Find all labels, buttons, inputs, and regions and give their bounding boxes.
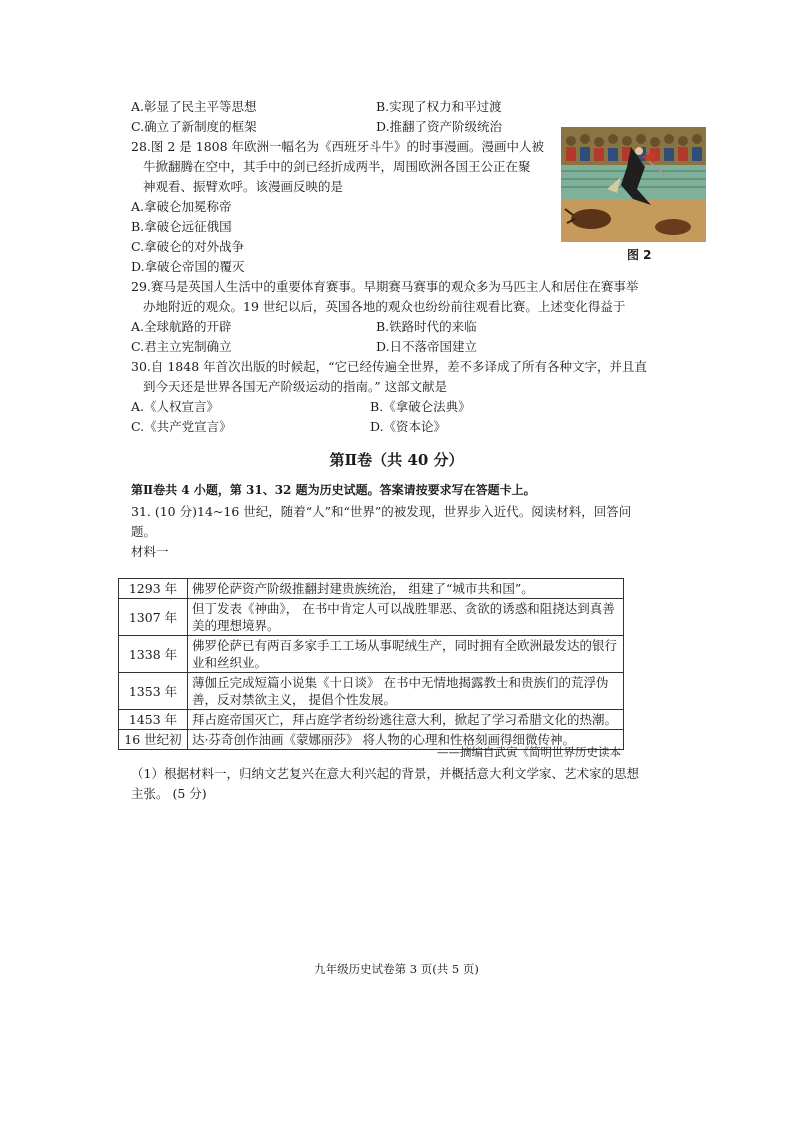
q30-option-c: C.《共产党宣言》 (131, 419, 232, 434)
q28-option-d: D.拿破仑帝国的覆灭 (131, 259, 245, 274)
q27-option-d: D.推翻了资产阶级统治 (376, 119, 503, 134)
table-row (119, 599, 624, 636)
table-year: 1307 年 (119, 599, 188, 636)
q30-stem-line1: 30.自 1848 年首次出版的时候起，“它已经传遍全世界，差不多译成了所有各种文字，并且直 (131, 359, 648, 374)
table-row (119, 710, 624, 730)
q30-option-b: B.《拿破仑法典》 (370, 399, 471, 414)
table-year: 1353 年 (119, 673, 188, 710)
table-year: 1293 年 (119, 579, 188, 599)
q29-stem-line1: 29.赛马是英国人生活中的重要体育赛事。早期赛马赛事的观众多为马匹主人和居住在赛事举 (131, 279, 639, 294)
section-instruction: 第Ⅱ卷共 4 小题，第 31、32 题为历史试题。答案请按要求写在答题卡上。 (131, 483, 536, 497)
figure-caption: 图 2 (627, 248, 652, 262)
material-source: ——摘编自武寅《简明世界历史读本 (437, 745, 621, 759)
q27-option-b: B.实现了权力和平过渡 (376, 99, 502, 114)
table-row (119, 579, 624, 599)
q30-stem-line2: 到今天还是世界各国无产阶级运动的指南。” 这部文献是 (143, 379, 448, 394)
q31-sub1-line1: （1）根据材料一，归纳文艺复兴在意大利兴起的背景，并概括意大利文学家、艺术家的思想 (131, 766, 639, 781)
q28-option-b: B.拿破仑远征俄国 (131, 219, 232, 234)
q30-option-a: A.《人权宣言》 (131, 399, 220, 414)
table-year: 1338 年 (119, 636, 188, 673)
bullfight-cartoon-image (561, 127, 706, 242)
table-event: 薄伽丘完成短篇小说集《十日谈》 在书中无情地揭露教士和贵族们的荒浮伪善，反对禁欲主义， 提倡个性发展。 (188, 673, 624, 710)
q31-stem-line1: 31. (10 分)14~16 世纪，随着“人”和“世界”的被发现，世界步入近代。阅读材料，回答问 (131, 504, 632, 519)
table-event: 达·芬奇创作油画《蒙娜丽莎》 将人物的心理和性格刻画得细微传神。 (188, 730, 624, 750)
table-event: 拜占庭帝国灭亡，拜占庭学者纷纷逃往意大利，掀起了学习希腊文化的热潮。 (188, 710, 624, 730)
table-event: 但丁发表《神曲》， 在书中肯定人可以战胜罪恶、贪欲的诱惑和阻挠达到真善美的理想境界。 (188, 599, 624, 636)
q29-stem-line2: 办地附近的观众。19 世纪以后，英国各地的观众也纷纷前往观看比赛。上述变化得益于 (143, 299, 626, 314)
table-year: 1453 年 (119, 710, 188, 730)
q29-option-d: D.日不落帝国建立 (376, 339, 478, 354)
q28-stem-line2: 牛掀翻腾在空中，其手中的剑已经折成两半，周围欧洲各国王公正在聚 (143, 159, 531, 174)
q27-option-c: C.确立了新制度的框架 (131, 119, 257, 134)
q29-option-c: C.君主立宪制确立 (131, 339, 232, 354)
q29-option-a: A.全球航路的开辟 (131, 319, 232, 334)
table-event: 佛罗伦萨资产阶级推翻封建贵族统治， 组建了“城市共和国”。 (188, 579, 624, 599)
material-table (118, 578, 624, 750)
q31-stem-line2: 题。 (131, 524, 157, 539)
q31-sub1-line2: 主张。 (5 分) (131, 786, 207, 801)
q27-option-a: A.彰显了民主平等思想 (131, 99, 257, 114)
q28-stem-line1: 28.图 2 是 1808 年欧洲一幅名为《西班牙斗牛》的时事漫画。漫画中人被 (131, 139, 545, 154)
q28-option-c: C.拿破仑的对外战争 (131, 239, 245, 254)
table-row (119, 636, 624, 673)
q30-option-d: D.《资本论》 (370, 419, 447, 434)
table-year: 16 世纪初 (119, 730, 188, 750)
section-title: 第Ⅱ卷（共 40 分） (329, 451, 464, 469)
q28-option-a: A.拿破仑加冕称帝 (131, 199, 232, 214)
table-event: 佛罗伦萨已有两百多家手工工场从事呢绒生产，同时拥有全欧洲最发达的银行业和丝织业。 (188, 636, 624, 673)
table-row (119, 673, 624, 710)
q29-option-b: B.铁路时代的来临 (376, 319, 477, 334)
material-label: 材料一 (131, 544, 169, 559)
page-footer: 九年级历史试卷第 3 页(共 5 页) (314, 962, 479, 976)
q28-stem-line3: 神观看、振臂欢呼。该漫画反映的是 (143, 179, 344, 194)
